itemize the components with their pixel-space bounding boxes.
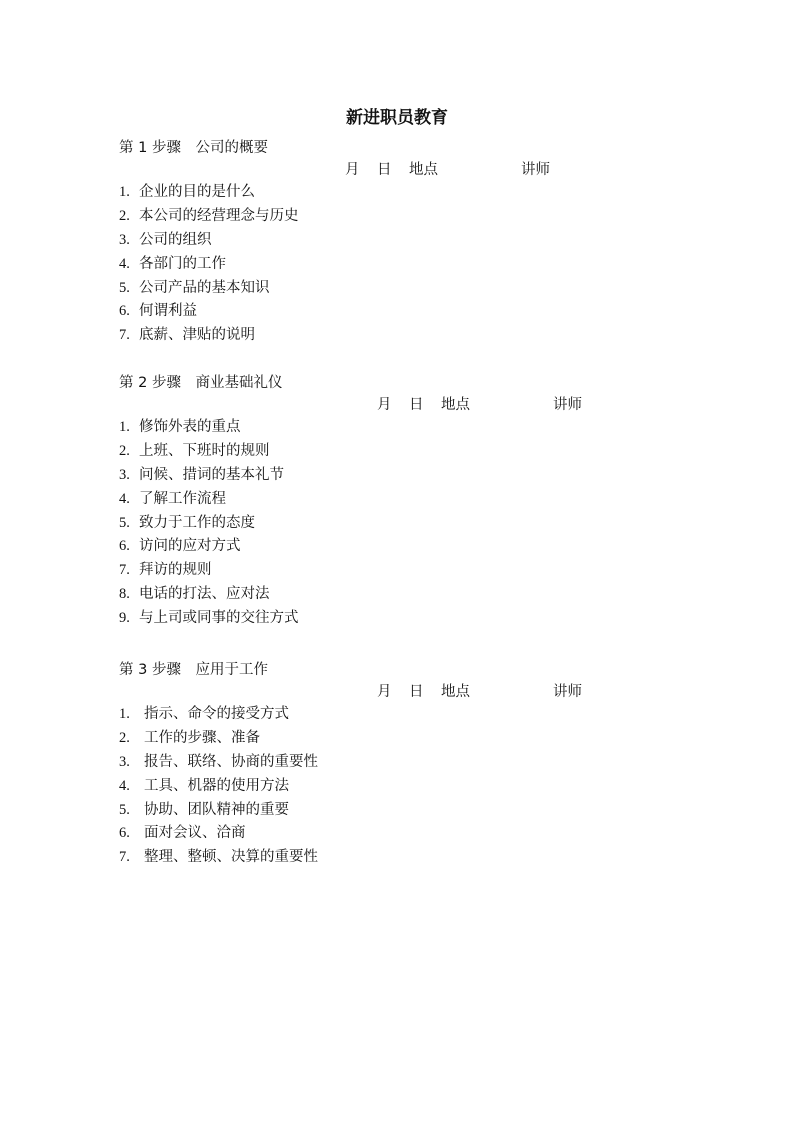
list-item xyxy=(119,846,719,870)
list-item xyxy=(119,703,719,727)
list-item xyxy=(119,205,719,229)
day-label: 日 xyxy=(409,397,424,413)
item-text: 面对会议、洽商 xyxy=(144,825,246,842)
lecturer-label: 讲师 xyxy=(553,684,582,700)
place-label: 地点 xyxy=(441,684,470,700)
item-number: 1. xyxy=(119,184,130,200)
item-text: 何谓利益 xyxy=(139,303,197,320)
item-number: 4. xyxy=(119,777,130,794)
item-number: 6. xyxy=(119,825,130,842)
item-number: 2. xyxy=(119,442,130,459)
item-number: 4. xyxy=(119,255,130,272)
item-text: 各部门的工作 xyxy=(139,255,226,272)
item-text: 整理、整顿、决算的重要性 xyxy=(144,849,318,866)
list-item xyxy=(119,440,719,464)
schedule-row xyxy=(119,681,719,703)
item-text: 工具、机器的使用方法 xyxy=(144,777,289,794)
item-number: 7. xyxy=(119,327,130,344)
list-item xyxy=(119,535,719,559)
item-number: 6. xyxy=(119,303,130,320)
step-heading: 第 1 步骤 公司的概要 xyxy=(119,140,268,156)
list-item xyxy=(119,607,719,631)
item-text: 上班、下班时的规则 xyxy=(139,442,270,459)
item-text: 公司产品的基本知识 xyxy=(139,279,270,296)
item-number: 7. xyxy=(119,849,130,866)
item-number: 5. xyxy=(119,801,130,818)
list-item xyxy=(119,727,719,751)
list-item xyxy=(119,324,719,348)
item-text: 本公司的经营理念与历史 xyxy=(139,207,299,224)
item-number: 3. xyxy=(119,231,130,248)
item-number: 9. xyxy=(119,610,130,627)
item-text: 工作的步骤、准备 xyxy=(144,729,260,746)
list-item xyxy=(119,559,719,583)
day-label: 日 xyxy=(377,162,392,178)
step-heading: 第 3 步骤 应用于工作 xyxy=(119,662,268,678)
list-item xyxy=(119,488,719,512)
item-number: 1. xyxy=(119,706,130,722)
topic-list xyxy=(119,181,719,348)
step-section-1 xyxy=(119,137,719,348)
document-title: 新进职员教育 xyxy=(346,108,448,128)
list-item xyxy=(119,277,719,301)
item-text: 报告、联络、协商的重要性 xyxy=(144,753,318,770)
item-text: 了解工作流程 xyxy=(139,490,226,507)
month-label: 月 xyxy=(345,162,360,178)
item-number: 6. xyxy=(119,538,130,555)
month-label: 月 xyxy=(377,684,392,700)
item-text: 修饰外表的重点 xyxy=(139,419,241,435)
item-text: 公司的组织 xyxy=(139,231,212,248)
item-text: 底薪、津贴的说明 xyxy=(139,327,255,344)
item-text: 致力于工作的态度 xyxy=(139,514,255,531)
item-number: 2. xyxy=(119,729,130,746)
list-item xyxy=(119,512,719,536)
item-text: 电话的打法、应对法 xyxy=(139,586,270,603)
item-text: 指示、命令的接受方式 xyxy=(144,706,289,722)
list-item xyxy=(119,464,719,488)
list-item xyxy=(119,799,719,823)
list-item xyxy=(119,229,719,253)
step-section-3 xyxy=(119,659,719,870)
list-item xyxy=(119,416,719,440)
item-text: 协助、团队精神的重要 xyxy=(144,801,289,818)
list-item xyxy=(119,822,719,846)
lecturer-label: 讲师 xyxy=(553,397,582,413)
item-text: 与上司或同事的交往方式 xyxy=(139,610,299,627)
month-label: 月 xyxy=(377,397,392,413)
schedule-row xyxy=(119,394,719,416)
topic-list xyxy=(119,416,719,631)
item-number: 4. xyxy=(119,490,130,507)
list-item xyxy=(119,583,719,607)
item-number: 7. xyxy=(119,562,130,579)
step-heading: 第 2 步骤 商业基础礼仪 xyxy=(119,375,283,391)
schedule-row xyxy=(119,159,719,181)
item-number: 8. xyxy=(119,586,130,603)
day-label: 日 xyxy=(409,684,424,700)
list-item xyxy=(119,181,719,205)
place-label: 地点 xyxy=(409,162,438,178)
item-number: 3. xyxy=(119,466,130,483)
step-section-2 xyxy=(119,372,719,631)
item-text: 拜访的规则 xyxy=(139,562,212,579)
place-label: 地点 xyxy=(441,397,470,413)
list-item xyxy=(119,300,719,324)
item-text: 企业的目的是什么 xyxy=(139,184,255,200)
item-number: 2. xyxy=(119,207,130,224)
lecturer-label: 讲师 xyxy=(521,162,550,178)
list-item xyxy=(119,775,719,799)
item-number: 3. xyxy=(119,753,130,770)
topic-list xyxy=(119,703,719,870)
item-number: 5. xyxy=(119,514,130,531)
item-text: 访问的应对方式 xyxy=(139,538,241,555)
list-item xyxy=(119,751,719,775)
item-number: 1. xyxy=(119,419,130,435)
list-item xyxy=(119,253,719,277)
item-text: 问候、措词的基本礼节 xyxy=(139,466,284,483)
item-number: 5. xyxy=(119,279,130,296)
